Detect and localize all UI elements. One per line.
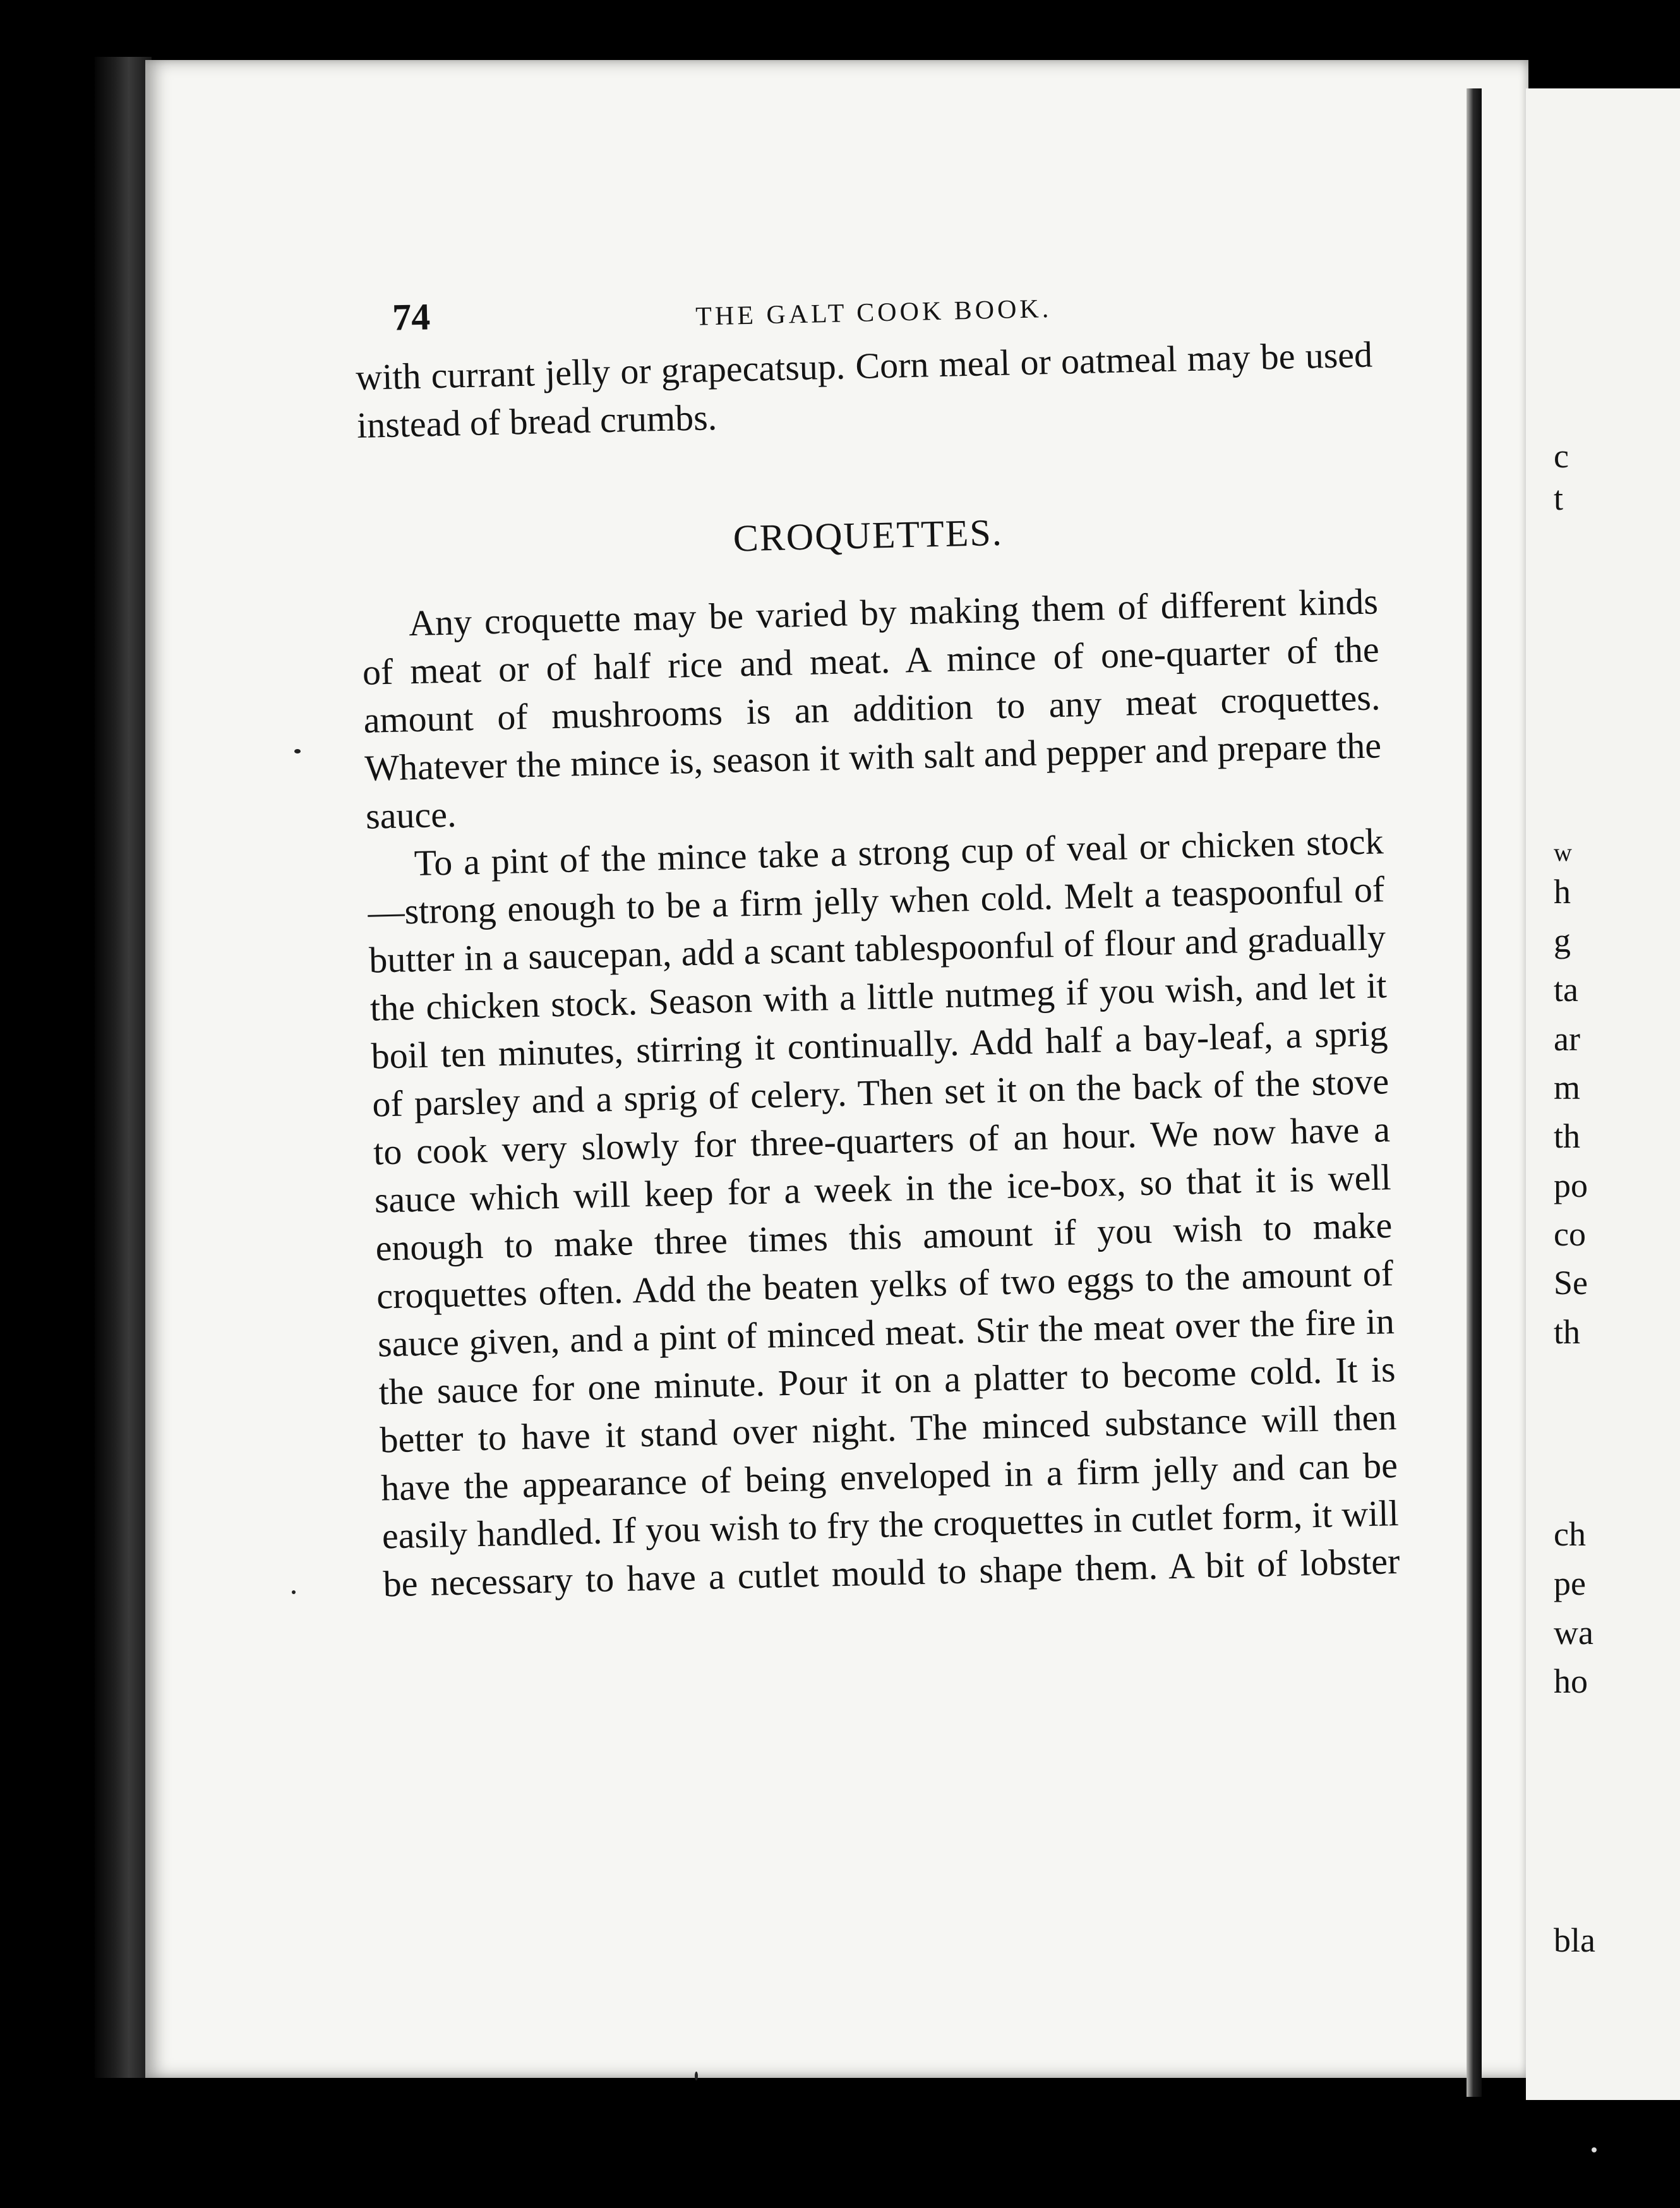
facing-page-fragment: h	[1554, 873, 1571, 911]
facing-page-fragment: t	[1554, 479, 1564, 517]
facing-page-fragment: m	[1554, 1069, 1581, 1107]
facing-page-fragment: w	[1554, 838, 1572, 867]
continued-paragraph: with currant jelly or grapecatsup. Corn meal or oatmeal may be used instead of bread crumbs.	[355, 333, 1373, 446]
scan-speck	[1592, 2147, 1597, 2152]
facing-page-fragment: ar	[1554, 1020, 1580, 1058]
facing-page-fragment: po	[1554, 1167, 1588, 1204]
scan-speck	[695, 2072, 698, 2080]
page-number: 74	[392, 296, 431, 339]
section-paragraph: To a pint of the mince take a strong cup of veal or chicken stock—strong enough to be a firm jelly when cold. Melt a teaspoonful of butter in a saucepan, add a scant tablespoonful of flour and gradually the chicken stock. Season with a little nutmeg if you wish, and let it boil ten minutes, stirring it continually. Add half a bay-leaf, a sprig of parsley and a sprig of celery. Then set it on the back of the stove to cook very slowly for three-quarters of an hour. We now have a sauce which will keep for a week in the ice-box, so that it is well enough to make three times this amount if you wish to make croquettes often. Add the beaten yelks of two eggs to the amount of sauce given, and a pint of minced meat. Stir the meat over the fire in the sauce for one minute. Pour it on a platter to become cold. It is better to have it stand over night. The minced substance will then have the appearance of being enveloped in a firm jelly and can be easily handled. If you wish to fry the croquettes in cutlet form, it will be necessary to have a cutlet mould to shape them. A bit of lobster	[367, 820, 1401, 1605]
facing-page-fragment: wa	[1554, 1614, 1593, 1652]
facing-page	[1526, 88, 1680, 2100]
facing-page-fragment: ho	[1554, 1662, 1588, 1700]
page-text-block	[354, 261, 1400, 1608]
page-gutter	[1467, 88, 1482, 2097]
scan-speck	[294, 749, 301, 753]
facing-page-fragment: pe	[1554, 1564, 1586, 1602]
facing-page-fragment: c	[1554, 437, 1569, 475]
facing-page-fragment: ch	[1554, 1515, 1586, 1553]
facing-page-fragment: ta	[1554, 971, 1578, 1009]
section-paragraph: Any croquette may be varied by making them of different kinds of meat or of half rice and meat. A mince of one-quarter of the amount of mushrooms is an addition to any meat croquettes. Whatever the mince is, season it with salt and pepper and prepare the sauce.	[362, 580, 1382, 837]
book-binding	[95, 57, 152, 2078]
book-title: THE GALT COOK BOOK.	[695, 294, 1052, 332]
facing-page-fragment: th	[1554, 1313, 1581, 1351]
section-heading: CROQUETTES.	[733, 511, 1004, 560]
scan-speck	[292, 1590, 296, 1594]
facing-page-fragment: Se	[1554, 1264, 1588, 1302]
facing-page-fragment: co	[1554, 1215, 1586, 1253]
facing-page-fragment: g	[1554, 921, 1571, 959]
facing-page-fragment: th	[1554, 1117, 1581, 1155]
facing-page-fragment: bla	[1554, 1921, 1595, 1959]
